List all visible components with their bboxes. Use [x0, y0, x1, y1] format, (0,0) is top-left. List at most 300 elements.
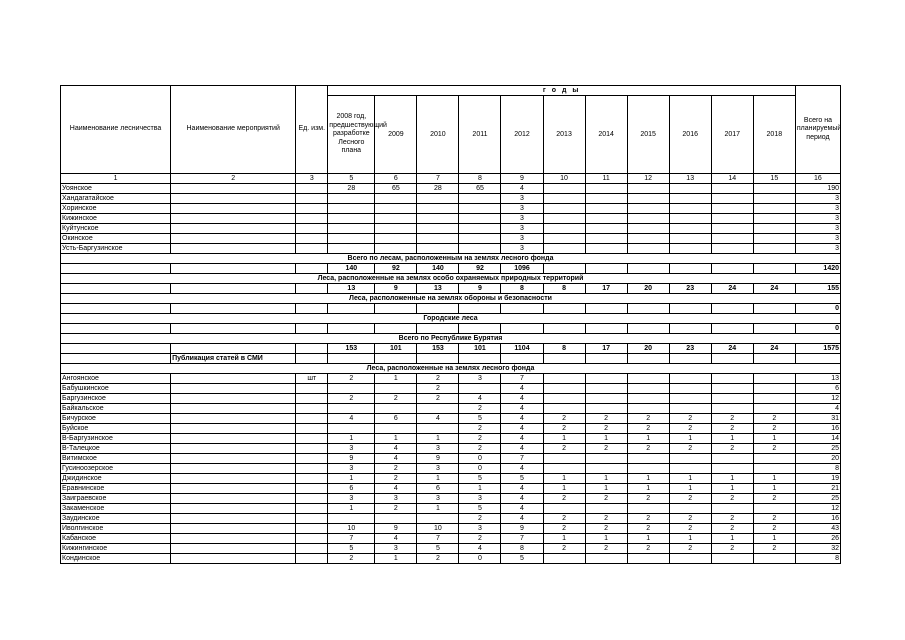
total-cell: 0	[795, 304, 840, 314]
activity-cell	[171, 544, 296, 554]
activity-row	[61, 354, 841, 364]
value-cell	[627, 234, 669, 244]
value-cell: 2	[627, 414, 669, 424]
value-cell: 2	[627, 524, 669, 534]
value-cell: 1	[669, 434, 711, 444]
activity-cell	[171, 374, 296, 384]
value-cell	[711, 304, 753, 314]
value-cell	[328, 324, 375, 334]
value-cell: 2	[543, 524, 585, 534]
value-cell	[585, 374, 627, 384]
forestry-name: Еравнинское	[61, 484, 171, 494]
table-row	[61, 414, 841, 424]
value-cell	[753, 554, 795, 564]
forestry-name: В-Талецкое	[61, 444, 171, 454]
value-cell: 1	[328, 504, 375, 514]
value-cell	[328, 384, 375, 394]
value-cell	[753, 464, 795, 474]
value-cell: 24	[711, 344, 753, 354]
total-cell: 0	[795, 324, 840, 334]
table-row	[61, 204, 841, 214]
column-number: 13	[669, 174, 711, 184]
activity-cell	[171, 344, 296, 354]
unit-cell	[296, 494, 328, 504]
value-cell	[328, 204, 375, 214]
total-cell: 26	[795, 534, 840, 544]
value-cell	[711, 404, 753, 414]
value-cell: 8	[543, 284, 585, 294]
value-cell: 2	[669, 414, 711, 424]
value-cell	[459, 204, 501, 214]
value-cell: 2	[375, 464, 417, 474]
forestry-name: Витимское	[61, 454, 171, 464]
value-cell: 1	[585, 474, 627, 484]
unit-cell	[296, 244, 328, 254]
value-cell: 2	[753, 414, 795, 424]
value-cell: 1	[669, 534, 711, 544]
value-cell: 1	[543, 474, 585, 484]
value-cell: 1	[627, 474, 669, 484]
value-cell: 9	[328, 454, 375, 464]
value-cell: 2	[711, 444, 753, 454]
unit-cell	[296, 414, 328, 424]
forestry-name: Джидинское	[61, 474, 171, 484]
section-forest-fund-2	[61, 364, 841, 374]
value-cell: 1	[627, 534, 669, 544]
total-cell: 16	[795, 514, 840, 524]
value-cell	[753, 214, 795, 224]
activity-cell	[171, 214, 296, 224]
column-number: 12	[627, 174, 669, 184]
total-row-defense	[61, 304, 841, 314]
forestry-name: Бабушкинское	[61, 384, 171, 394]
header-activity: Наименование мероприятий	[171, 86, 296, 174]
table-row	[61, 434, 841, 444]
value-cell: 9	[375, 524, 417, 534]
value-cell	[585, 244, 627, 254]
value-cell: 2	[627, 494, 669, 504]
table-row	[61, 404, 841, 414]
value-cell: 2	[669, 524, 711, 534]
value-cell: 1	[711, 434, 753, 444]
value-cell	[711, 264, 753, 274]
value-cell: 1	[417, 474, 459, 484]
value-cell: 1	[711, 534, 753, 544]
value-cell	[753, 394, 795, 404]
unit-cell	[296, 474, 328, 484]
forestry-name: Усть-Баргузинское	[61, 244, 171, 254]
activity-cell	[171, 404, 296, 414]
value-cell	[585, 554, 627, 564]
value-cell	[627, 204, 669, 214]
value-cell: 5	[459, 414, 501, 424]
value-cell: 2	[585, 424, 627, 434]
header-year-2017: 2017	[711, 96, 753, 174]
value-cell: 2	[753, 424, 795, 434]
table-row	[61, 184, 841, 194]
forestry-name: Уоянское	[61, 184, 171, 194]
table-row	[61, 484, 841, 494]
forestry-name	[61, 304, 171, 314]
value-cell: 1	[459, 484, 501, 494]
value-cell	[543, 554, 585, 564]
value-cell	[585, 504, 627, 514]
value-cell: 3	[459, 524, 501, 534]
value-cell	[711, 394, 753, 404]
value-cell	[417, 514, 459, 524]
value-cell: 2	[753, 524, 795, 534]
total-cell: 6	[795, 384, 840, 394]
unit-cell	[296, 484, 328, 494]
value-cell	[543, 454, 585, 464]
value-cell	[417, 204, 459, 214]
forest-plan-table	[60, 85, 841, 564]
value-cell: 2	[328, 394, 375, 404]
unit-cell	[296, 424, 328, 434]
table-row	[61, 494, 841, 504]
value-cell	[543, 184, 585, 194]
total-cell: 8	[795, 464, 840, 474]
activity-cell	[171, 414, 296, 424]
total-cell: 3	[795, 194, 840, 204]
value-cell: 2	[753, 444, 795, 454]
value-cell	[459, 354, 501, 364]
value-cell	[627, 324, 669, 334]
total-cell: 155	[795, 284, 840, 294]
value-cell	[627, 214, 669, 224]
value-cell: 3	[375, 494, 417, 504]
value-cell	[711, 184, 753, 194]
value-cell	[375, 194, 417, 204]
activity-cell	[171, 244, 296, 254]
value-cell	[711, 504, 753, 514]
value-cell	[627, 394, 669, 404]
value-cell	[375, 324, 417, 334]
value-cell	[328, 214, 375, 224]
value-cell: 6	[375, 414, 417, 424]
value-cell	[375, 424, 417, 434]
value-cell: 3	[501, 234, 543, 244]
forestry-name	[61, 344, 171, 354]
value-cell	[627, 224, 669, 234]
value-cell	[669, 264, 711, 274]
table-row	[61, 224, 841, 234]
value-cell: 4	[459, 544, 501, 554]
value-cell	[711, 324, 753, 334]
total-cell: 3	[795, 214, 840, 224]
value-cell: 101	[459, 344, 501, 354]
value-cell	[753, 264, 795, 274]
value-cell: 2	[328, 554, 375, 564]
value-cell	[711, 384, 753, 394]
value-cell	[328, 234, 375, 244]
value-cell	[375, 244, 417, 254]
activity-cell	[171, 464, 296, 474]
column-number: 3	[296, 174, 328, 184]
value-cell: 1	[753, 434, 795, 444]
value-cell	[459, 224, 501, 234]
value-cell	[585, 404, 627, 414]
value-cell	[417, 234, 459, 244]
total-cell: 21	[795, 484, 840, 494]
value-cell	[585, 394, 627, 404]
value-cell	[543, 224, 585, 234]
value-cell: 4	[501, 394, 543, 404]
value-cell: 5	[501, 474, 543, 484]
value-cell: 3	[328, 464, 375, 474]
value-cell	[543, 394, 585, 404]
value-cell	[669, 194, 711, 204]
value-cell	[459, 324, 501, 334]
total-cell: 13	[795, 374, 840, 384]
value-cell	[753, 194, 795, 204]
value-cell: 2	[417, 384, 459, 394]
value-cell	[711, 214, 753, 224]
value-cell: 2	[375, 504, 417, 514]
unit-cell	[296, 234, 328, 244]
table-row	[61, 374, 841, 384]
column-number: 8	[459, 174, 501, 184]
column-number: 7	[417, 174, 459, 184]
value-cell	[585, 224, 627, 234]
activity-cell	[171, 504, 296, 514]
unit-cell	[296, 404, 328, 414]
table-row	[61, 424, 841, 434]
value-cell: 1	[753, 474, 795, 484]
value-cell: 23	[669, 284, 711, 294]
value-cell: 4	[375, 454, 417, 464]
value-cell: 20	[627, 284, 669, 294]
value-cell: 2	[585, 444, 627, 454]
header-year-2016: 2016	[669, 96, 711, 174]
unit-cell	[296, 204, 328, 214]
value-cell	[375, 224, 417, 234]
value-cell: 1	[375, 554, 417, 564]
column-number: 14	[711, 174, 753, 184]
unit-cell	[296, 434, 328, 444]
value-cell: 7	[501, 454, 543, 464]
forestry-name: Буйское	[61, 424, 171, 434]
value-cell	[711, 224, 753, 234]
section-title: Городские леса	[61, 314, 841, 324]
value-cell: 8	[501, 544, 543, 554]
value-cell	[753, 234, 795, 244]
value-cell	[459, 304, 501, 314]
value-cell: 2	[627, 514, 669, 524]
section-protected	[61, 274, 841, 284]
unit-cell	[296, 504, 328, 514]
table-row	[61, 524, 841, 534]
value-cell: 2	[543, 544, 585, 554]
value-cell: 2	[585, 494, 627, 504]
header-column-numbers	[61, 174, 841, 184]
column-number: 6	[375, 174, 417, 184]
column-number: 10	[543, 174, 585, 184]
section-defense	[61, 294, 841, 304]
value-cell	[543, 234, 585, 244]
value-cell	[328, 424, 375, 434]
value-cell	[669, 504, 711, 514]
forestry-name: Байкальское	[61, 404, 171, 414]
value-cell: 3	[328, 444, 375, 454]
value-cell	[753, 204, 795, 214]
value-cell: 2	[543, 514, 585, 524]
value-cell: 4	[501, 184, 543, 194]
value-cell	[627, 454, 669, 464]
value-cell: 3	[417, 494, 459, 504]
value-cell	[753, 184, 795, 194]
value-cell	[501, 324, 543, 334]
value-cell: 4	[375, 484, 417, 494]
value-cell	[669, 324, 711, 334]
value-cell: 8	[501, 284, 543, 294]
activity-cell	[171, 454, 296, 464]
value-cell	[669, 554, 711, 564]
section-title: Леса, расположенные на землях особо охраняемых природных территорий	[61, 274, 841, 284]
value-cell	[375, 354, 417, 364]
value-cell: 24	[753, 344, 795, 354]
value-cell: 1	[417, 504, 459, 514]
value-cell: 65	[375, 184, 417, 194]
value-cell: 23	[669, 344, 711, 354]
value-cell	[585, 264, 627, 274]
value-cell: 1	[669, 484, 711, 494]
total-cell: 8	[795, 554, 840, 564]
value-cell: 2	[711, 524, 753, 534]
total-cell: 12	[795, 394, 840, 404]
value-cell	[669, 464, 711, 474]
value-cell	[669, 204, 711, 214]
value-cell	[585, 214, 627, 224]
value-cell	[669, 244, 711, 254]
value-cell: 2	[669, 494, 711, 504]
value-cell: 2	[459, 514, 501, 524]
value-cell	[753, 374, 795, 384]
value-cell	[328, 304, 375, 314]
table-row	[61, 504, 841, 514]
value-cell: 1	[627, 484, 669, 494]
header-year-2012: 2012	[501, 96, 543, 174]
activity-cell	[171, 204, 296, 214]
value-cell	[669, 394, 711, 404]
value-cell	[627, 304, 669, 314]
value-cell	[711, 234, 753, 244]
table-row	[61, 514, 841, 524]
value-cell: 2	[669, 444, 711, 454]
value-cell	[711, 374, 753, 384]
header-year-2008: 2008 год, предшествующий разработке Лесного плана	[328, 96, 375, 174]
table-row	[61, 554, 841, 564]
unit-cell	[296, 464, 328, 474]
value-cell: 5	[459, 474, 501, 484]
value-cell	[753, 324, 795, 334]
value-cell	[711, 554, 753, 564]
value-cell: 2	[711, 424, 753, 434]
value-cell: 2	[711, 414, 753, 424]
header-total: Всего на планируемый период	[795, 86, 840, 174]
table-row	[61, 194, 841, 204]
value-cell: 153	[328, 344, 375, 354]
value-cell: 4	[501, 424, 543, 434]
total-cell: 3	[795, 204, 840, 214]
value-cell	[669, 384, 711, 394]
header-year-2010: 2010	[417, 96, 459, 174]
header-unit: Ед. изм.	[296, 86, 328, 174]
value-cell: 2	[543, 494, 585, 504]
value-cell: 28	[417, 184, 459, 194]
value-cell: 9	[501, 524, 543, 534]
value-cell: 3	[459, 494, 501, 504]
value-cell: 4	[501, 494, 543, 504]
value-cell	[669, 454, 711, 464]
value-cell: 1	[669, 474, 711, 484]
value-cell	[417, 324, 459, 334]
value-cell	[328, 194, 375, 204]
header-year-2011: 2011	[459, 96, 501, 174]
value-cell: 6	[328, 484, 375, 494]
value-cell: 4	[501, 444, 543, 454]
value-cell	[711, 464, 753, 474]
table-row	[61, 464, 841, 474]
table-row	[61, 234, 841, 244]
value-cell: 1	[711, 484, 753, 494]
forestry-name: В-Баргузинское	[61, 434, 171, 444]
value-cell: 2	[585, 544, 627, 554]
value-cell: 1	[543, 434, 585, 444]
unit-cell	[296, 184, 328, 194]
value-cell: 9	[375, 284, 417, 294]
value-cell	[543, 194, 585, 204]
value-cell	[627, 184, 669, 194]
unit-cell	[296, 454, 328, 464]
value-cell: 1	[328, 474, 375, 484]
unit-cell	[296, 264, 328, 274]
value-cell	[669, 304, 711, 314]
unit-cell	[296, 384, 328, 394]
value-cell: 13	[417, 284, 459, 294]
total-row-urban	[61, 324, 841, 334]
table-body	[61, 184, 841, 564]
value-cell	[711, 454, 753, 464]
forestry-name: Гусиноозерское	[61, 464, 171, 474]
value-cell	[375, 384, 417, 394]
forestry-name: Хандагатайское	[61, 194, 171, 204]
value-cell: 2	[753, 544, 795, 554]
activity-cell	[171, 554, 296, 564]
value-cell: 2	[669, 544, 711, 554]
value-cell: 2	[711, 514, 753, 524]
value-cell: 4	[501, 514, 543, 524]
value-cell: 1	[627, 434, 669, 444]
table-row	[61, 474, 841, 484]
value-cell: 3	[501, 244, 543, 254]
value-cell	[543, 324, 585, 334]
value-cell: 1	[585, 484, 627, 494]
value-cell	[753, 244, 795, 254]
total-cell: 43	[795, 524, 840, 534]
value-cell: 92	[375, 264, 417, 274]
value-cell: 17	[585, 284, 627, 294]
section-republic	[61, 334, 841, 344]
value-cell: 0	[459, 554, 501, 564]
total-cell: 32	[795, 544, 840, 554]
value-cell: 3	[417, 444, 459, 454]
value-cell: 13	[328, 284, 375, 294]
value-cell: 4	[328, 414, 375, 424]
value-cell	[375, 514, 417, 524]
value-cell: 0	[459, 464, 501, 474]
value-cell	[296, 354, 328, 364]
